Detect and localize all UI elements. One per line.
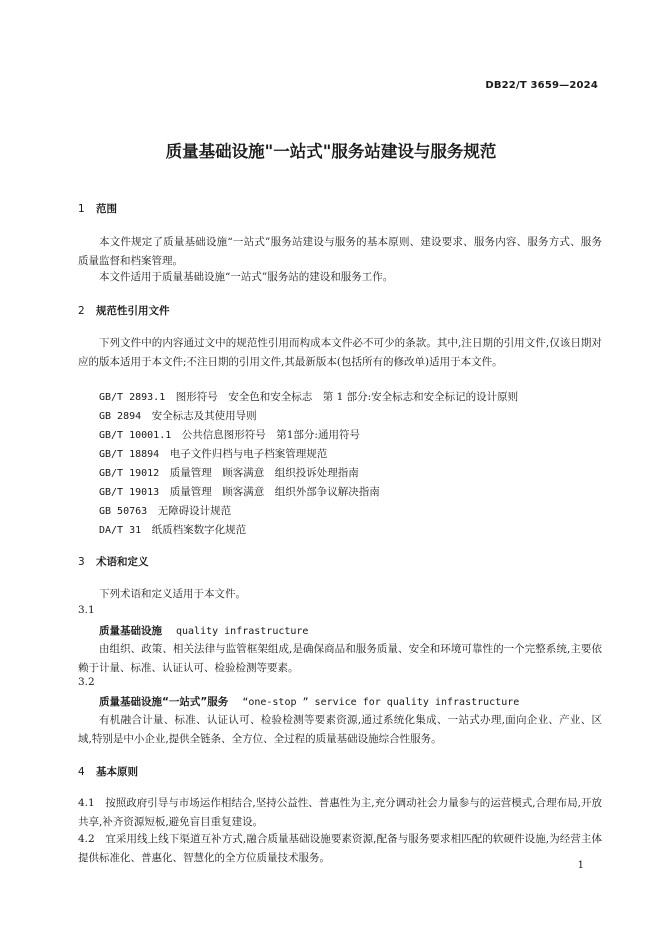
reference-title: 质量管理 顾客满意 组织投诉处理指南 (169, 467, 359, 479)
reference-title: 安全标志及其使用导则 (151, 410, 257, 422)
reference-code: DA/T 31 (99, 525, 142, 536)
reference-title: 电子文件归档与电子档案管理规范 (169, 448, 328, 460)
reference-code: GB 2894 (99, 411, 142, 422)
normative-reference (99, 465, 359, 480)
normative-reference (99, 427, 360, 442)
section-title: 术语和定义 (96, 556, 149, 568)
principle-text: 按照政府引导与市场运作相结合,坚持公益性、普惠性为主,充分调动社会力量参与的运营模式,合理布局,开放共享,补齐资源短板,避免盲目重复建设。 (78, 797, 603, 829)
reference-code: GB/T 19012 (99, 468, 160, 479)
principle-item (78, 794, 602, 832)
section-1-heading (78, 201, 602, 216)
normative-reference (99, 503, 231, 518)
reference-code: GB/T 18894 (99, 449, 160, 460)
reference-title: 无障碍设计规范 (157, 505, 232, 517)
term-entry (99, 694, 519, 709)
section-number: 4 (78, 766, 85, 778)
principle-item (78, 830, 602, 868)
section-1-paragraph-1: 本文件规定了质量基础设施“一站式”服务站建设与服务的基本原则、建设要求、服务内容、服务方式、服务质量监督和档案管理。 (78, 236, 602, 268)
reference-title: 图形符号 安全色和安全标志 第 1 部分:安全标志和安全标记的设计原则 (175, 391, 519, 403)
principle-text: 宜采用线上线下渠道互补方式,融合质量基础设施要素资源,配备与服务要求相匹配的软硬件设施,为经营主体提供标准化、普惠化、智慧化的全方位质量技术服务。 (78, 833, 603, 865)
section-title: 基本原则 (96, 766, 138, 778)
reference-code: GB/T 2893.1 (99, 392, 166, 403)
section-3-heading (78, 554, 602, 569)
reference-title: 质量管理 顾客满意 组织外部争议解决指南 (169, 486, 380, 498)
principle-number: 4.2 (78, 833, 95, 845)
reference-code: GB/T 19013 (99, 487, 160, 498)
section-2-paragraph-1: 下列文件中的内容通过文中的规范性引用而构成本文件必不可少的条款。其中,注日期的引用文件,仅该日期对应的版本适用于本文件;不注日期的引用文件,其最新版本(包括所有的修改单)适用于本文件。 (78, 337, 602, 369)
term-english: quality infrastructure (176, 626, 309, 637)
normative-reference (99, 408, 257, 423)
term-number: 3.2 (78, 676, 95, 688)
normative-reference (99, 389, 518, 404)
reference-code: GB/T 10001.1 (99, 430, 172, 441)
term-chinese: 质量基础设施“一站式”服务 (99, 696, 229, 708)
term-english: “one-stop ” service for quality infrastructure (242, 697, 520, 708)
page-number: 1 (577, 860, 584, 871)
term-number: 3.1 (78, 604, 95, 616)
term-entry (99, 623, 308, 638)
normative-reference (99, 446, 327, 461)
section-3-intro: 下列术语和定义适用于本文件。 (99, 588, 246, 600)
section-4-heading (78, 764, 602, 779)
normative-reference (99, 484, 380, 499)
section-number: 3 (78, 556, 85, 568)
document-title: 质量基础设施"一站式"服务站建设与服务规范 (165, 142, 497, 161)
term-definition: 有机融合计量、标准、认证认可、检验检测等要素资源,通过系统化集成、一站式办理,面向企业、产业、区域,特别是中小企业,提供全链条、全方位、全过程的质量基础设施综合性服务。 (78, 714, 602, 746)
section-number: 1 (78, 203, 85, 215)
reference-title: 公共信息图形符号 第1部分:通用符号 (181, 429, 360, 441)
reference-title: 纸质档案数字化规范 (151, 524, 247, 536)
section-title: 规范性引用文件 (96, 305, 170, 317)
section-title: 范围 (96, 203, 117, 215)
section-1-paragraph-2: 本文件适用于质量基础设施“一站式”服务站的建设和服务工作。 (99, 271, 394, 283)
principle-number: 4.1 (78, 797, 95, 809)
section-2-heading (78, 303, 602, 318)
term-chinese: 质量基础设施 (99, 625, 162, 637)
document-code: DB22/T 3659—2024 (485, 80, 598, 91)
reference-code: GB 50763 (99, 506, 148, 517)
term-definition: 由组织、政策、相关法律与监管框架组成,是确保商品和服务质量、安全和环境可靠性的一个完整系统,主要依赖于计量、标准、认证认可、检验检测等要素。 (78, 643, 602, 675)
normative-reference (99, 522, 246, 537)
section-number: 2 (78, 305, 85, 317)
